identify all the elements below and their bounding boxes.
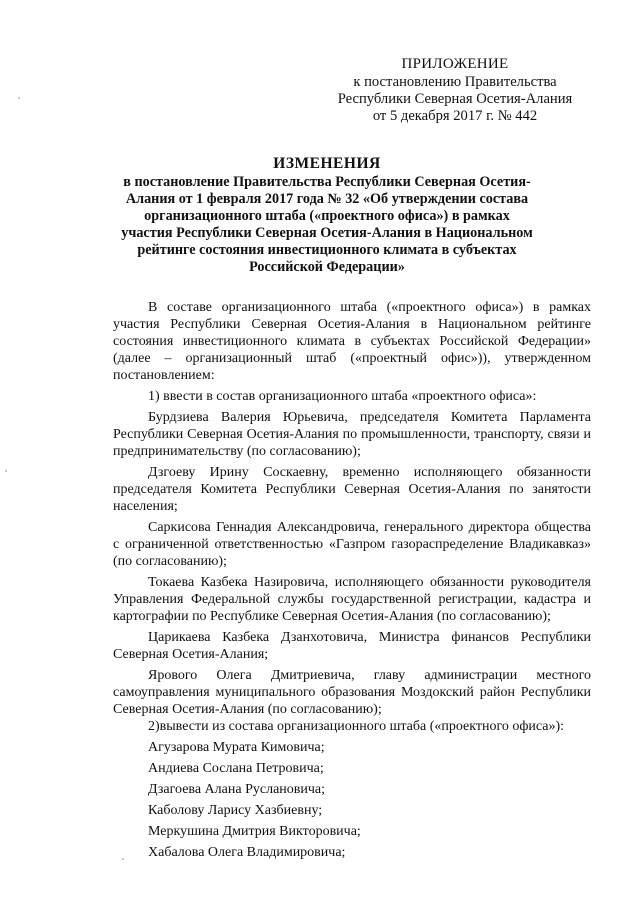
member-added: Саркисова Геннадия Александровича, генерального директора общества с ограниченной ответственностью «Газпром газораспределение Владикавказ» (по согласованию); [113, 520, 591, 569]
list-heading-remove: 2)вывести из состава организационного штаба («проектного офиса»): [148, 719, 565, 734]
member-removed: Агузарова Мурата Кимовича; [148, 740, 325, 755]
member-removed: Меркушина Дмитрия Викторовича; [148, 824, 361, 839]
appendix-header [325, 56, 585, 125]
heading-subtitle: в постановление Правительства Республики Северная Осетия-Алания от 1 февраля 2017 года № 32 «Об утверждении состава организационного штаба («проектного офиса») в рамках участия Республики Северная Осетия-Алания в Национальном рейтинге состояния инвестиционного климата в субъектах Российской Федерации» [121, 174, 533, 275]
member-added: Царикаева Казбека Дзанхотовича, Министра финансов Республики Северная Осетия-Алания; [113, 630, 591, 662]
appendix-line: Республики Северная Осетия-Алания [337, 91, 573, 107]
appendix-line: от 5 декабря 2017 г. № 442 [372, 108, 538, 124]
member-removed: Каболову Ларису Хазбиевну; [148, 803, 323, 818]
scan-speck [5, 470, 7, 472]
intro-paragraph: В составе организационного штаба («проектного офиса») в рамках участия Республики Северная Осетия-Алания в Национальном рейтинге состояния инвестиционного климата в субъектах Российской Федерации» (далее – организационный штаб («проектный офис»)), утвержденном постановлением: [113, 300, 591, 383]
member-added: Токаева Казбека Назировича, исполняющего обязанности руководителя Управления Федеральной службы государственной регистрации, кадастра и картографии по Республике Северная Осетия-Алания (по согласованию); [113, 575, 591, 624]
appendix-title: ПРИЛОЖЕНИЕ [401, 56, 509, 72]
member-removed: Дзагоева Алана Руслановича; [148, 782, 326, 797]
document-heading [118, 154, 536, 276]
member-added: Бурдзиева Валерия Юрьевича, председателя Комитета Парламента Республики Северная Осетия-Алания по промышленности, транспорту, связи и предпринимательству (по согласованию); [113, 410, 591, 459]
document-body [113, 295, 591, 861]
member-added: Дзгоеву Ирину Соскаевну, временно исполняющего обязанности председателя Комитета Республики Северная Осетия-Алания по занятости населения; [113, 465, 591, 514]
list-heading-add: 1) ввести в состав организационного штаба «проектного офиса»: [148, 389, 537, 404]
member-added: Ярового Олега Дмитриевича, главу администрации местного самоуправления муниципального образования Моздокский район Республики Северная Осетия-Алания (по согласованию); [113, 668, 591, 717]
appendix-line: к постановлению Правительства [353, 74, 557, 90]
member-removed: Хабалова Олега Владимировича; [148, 845, 346, 860]
scan-speck [18, 97, 20, 99]
heading-title: ИЗМЕНЕНИЯ [273, 155, 381, 172]
member-removed: Андиева Сослана Петровича; [148, 761, 324, 776]
